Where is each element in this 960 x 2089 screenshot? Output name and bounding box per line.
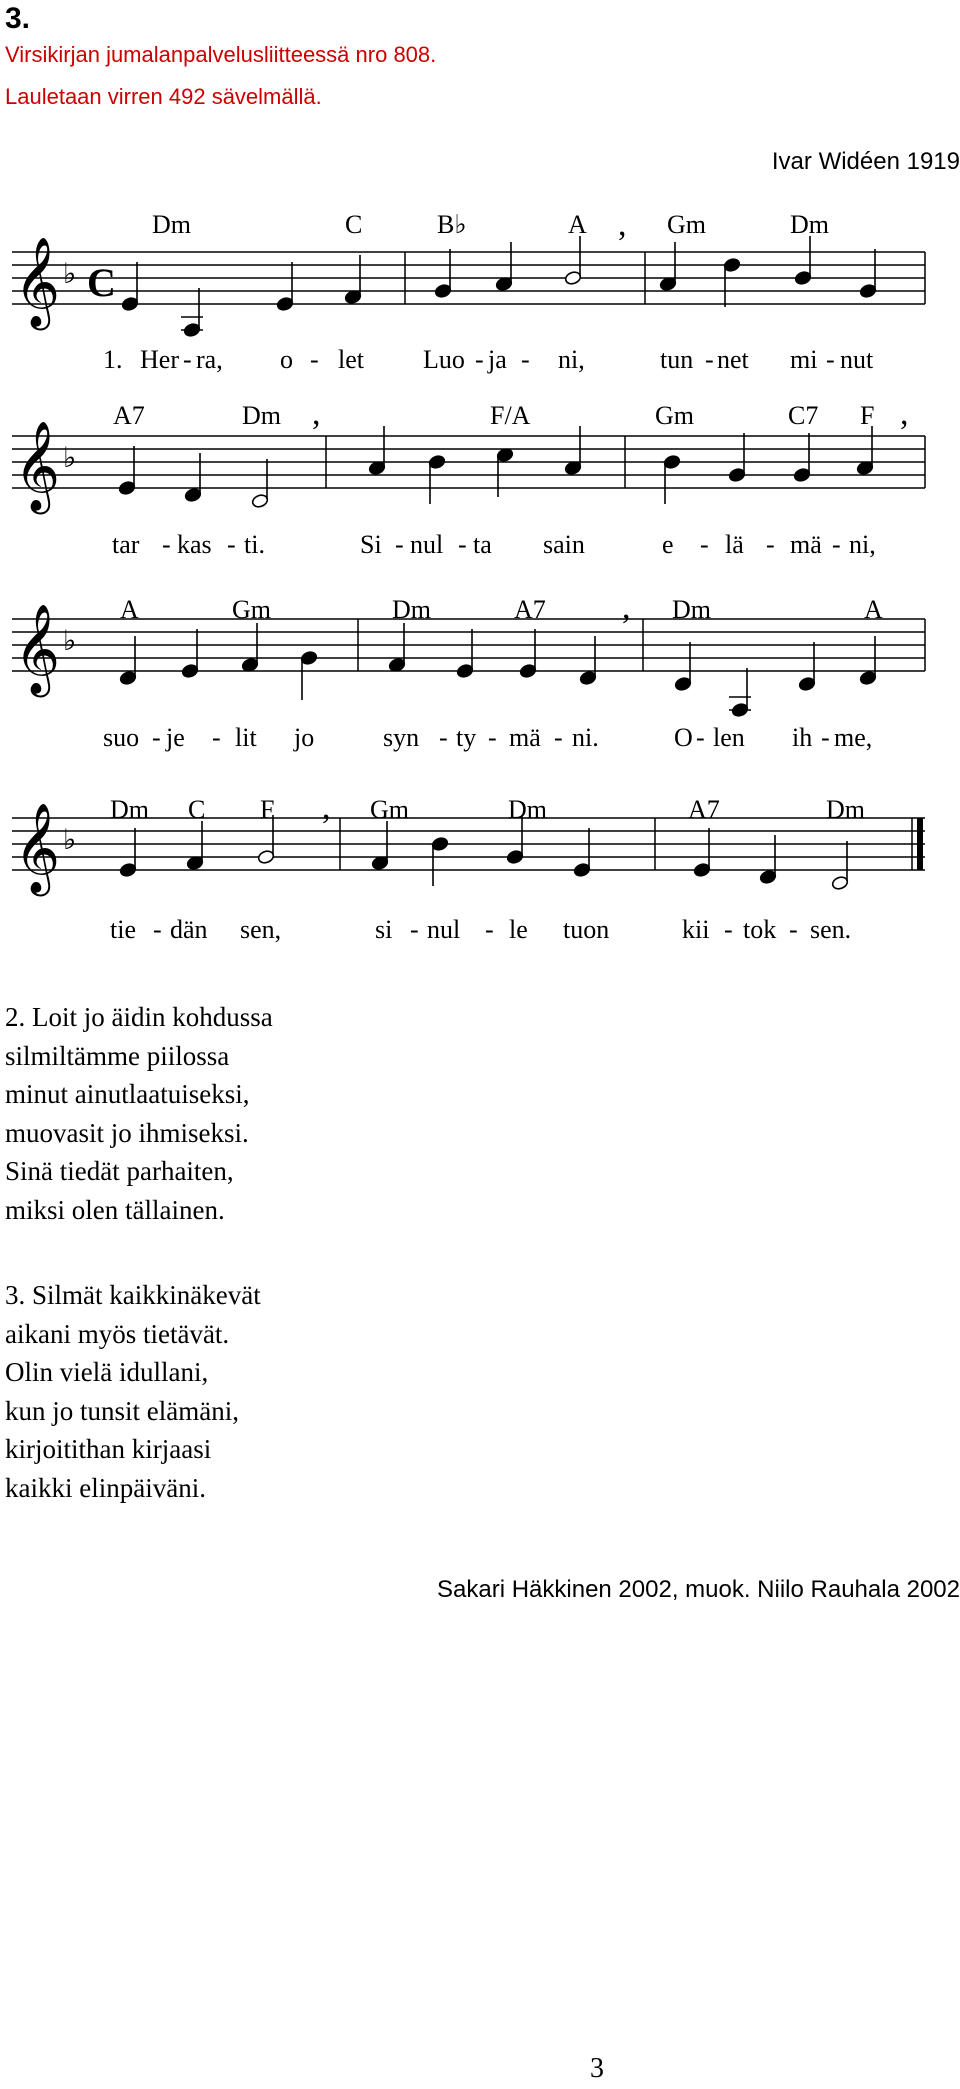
lyric-syllable: sain xyxy=(543,530,585,559)
lyric-syllable: syn xyxy=(383,723,420,752)
lyric-syllable: - xyxy=(153,915,162,944)
lyric-syllable: - xyxy=(826,345,835,374)
notes xyxy=(119,815,849,891)
lyric-syllable: nul xyxy=(410,530,444,559)
verse-line: 3. Silmät kaikkinäkevät xyxy=(5,1280,261,1310)
lyric-syllable: sen. xyxy=(810,915,852,944)
music-system-3 xyxy=(0,588,960,763)
chord-symbol: Dm xyxy=(508,795,547,824)
verse-line: minut ainutlaatuiseksi, xyxy=(5,1079,250,1109)
chord-symbol: A xyxy=(864,595,883,624)
lyric-syllable: le xyxy=(509,915,528,944)
lyric-syllable: je xyxy=(166,723,185,752)
lyric-syllable: lä xyxy=(725,530,744,559)
lyric-syllable: - xyxy=(162,530,171,559)
lyric-syllable: let xyxy=(338,345,364,374)
lyric-syllable: suo xyxy=(103,723,140,752)
lyrics xyxy=(103,345,874,374)
chord-symbol: A7 xyxy=(113,401,145,430)
breath-mark-icon: , xyxy=(322,789,331,826)
page-number: 3 xyxy=(590,2053,604,2084)
music-system-4 xyxy=(0,788,960,968)
chord-symbol: Dm xyxy=(152,210,191,239)
verse-line: Olin vielä idullani, xyxy=(5,1357,209,1387)
lyric-syllable: - xyxy=(554,723,563,752)
lyrics xyxy=(112,530,876,559)
lyric-syllable: tun xyxy=(660,345,694,374)
breath-mark-icon: , xyxy=(312,400,321,432)
lyrics xyxy=(110,915,851,944)
lyrics xyxy=(103,723,872,752)
verse-line: Sinä tiedät parhaiten, xyxy=(5,1156,234,1186)
chord-symbol: Gm xyxy=(667,210,706,239)
lyric-syllable: 1. xyxy=(103,345,123,374)
treble-clef-icon xyxy=(14,803,60,897)
chord-symbols xyxy=(110,795,865,824)
melody-reference: Lauletaan virren 492 sävelmällä. xyxy=(5,84,322,109)
svg-text:𝄞: 𝄞 xyxy=(14,604,61,694)
lyric-syllable: - xyxy=(439,723,448,752)
chord-symbol: F xyxy=(260,795,275,824)
lyric-syllable: - xyxy=(475,345,484,374)
flat-key-signature-icon: ♭ xyxy=(63,624,77,657)
chord-symbol: F/A xyxy=(490,401,531,430)
breath-mark-icon: , xyxy=(900,400,909,432)
music-system-2 xyxy=(0,400,960,575)
svg-text:𝄞: 𝄞 xyxy=(14,237,61,327)
hymn-number: 3. xyxy=(5,2,31,35)
lyric-syllable: - xyxy=(521,345,530,374)
lyric-syllable: - xyxy=(724,915,733,944)
lyric-syllable: sen, xyxy=(240,915,282,944)
staff-lines xyxy=(12,252,925,304)
chord-symbol: C xyxy=(345,210,363,239)
lyric-syllable: me, xyxy=(834,723,873,752)
chord-symbol: Dm xyxy=(672,595,711,624)
chord-symbol: A xyxy=(568,210,587,239)
staff-lines xyxy=(12,818,925,870)
chord-symbol: A7 xyxy=(514,595,546,624)
treble-clef-icon xyxy=(14,421,60,515)
chord-symbol: Dm xyxy=(110,795,149,824)
lyric-syllable: ra, xyxy=(196,345,223,374)
lyric-syllable: mä xyxy=(790,530,822,559)
lyric-syllable: - xyxy=(832,530,841,559)
lyric-syllable: - xyxy=(152,723,161,752)
chord-symbol: Dm xyxy=(826,795,865,824)
composer-credit: Ivar Widéen 1919 xyxy=(771,148,960,175)
verse-2 xyxy=(5,998,273,1229)
lyric-syllable: - xyxy=(789,915,798,944)
verse-line: kun jo tunsit elämäni, xyxy=(5,1395,239,1426)
lyric-syllable: - xyxy=(395,530,404,559)
lyric-syllable: - xyxy=(310,345,319,374)
lyric-syllable: ni, xyxy=(558,345,585,374)
chord-symbols xyxy=(152,210,829,239)
lyric-syllable: tar xyxy=(112,530,140,559)
lyricist-credit: Sakari Häkkinen 2002, muok. Niilo Rauhala 2002 xyxy=(437,1576,960,1603)
breath-mark-icon: , xyxy=(618,206,627,243)
verse-line: 2. Loit jo äidin kohdussa xyxy=(5,1002,273,1032)
lyric-syllable: tok xyxy=(743,915,777,944)
flat-key-signature-icon: ♭ xyxy=(63,823,77,856)
lyric-syllable: Her xyxy=(140,345,179,374)
lyric-syllable: ja xyxy=(488,345,507,374)
lyric-syllable: nut xyxy=(840,345,874,374)
verse-line: muovasit jo ihmiseksi. xyxy=(5,1117,249,1148)
lyric-syllable: ni. xyxy=(572,723,599,752)
lyric-syllable: - xyxy=(488,723,497,752)
staff-lines xyxy=(12,436,925,488)
lyric-syllable: net xyxy=(717,345,749,374)
lyric-syllable: jo xyxy=(294,723,315,752)
lyric-syllable: dän xyxy=(170,915,208,944)
chord-symbols xyxy=(113,401,874,430)
lyric-syllable: nul xyxy=(427,915,461,944)
lyric-syllable: mä xyxy=(509,723,541,752)
treble-clef-icon xyxy=(14,604,60,698)
lyric-syllable: ni, xyxy=(849,530,876,559)
lyric-syllable: o xyxy=(280,345,293,374)
svg-text:𝄞: 𝄞 xyxy=(14,803,61,893)
chord-symbol: C7 xyxy=(788,401,819,430)
lyric-syllable: kas xyxy=(177,530,212,559)
notes xyxy=(118,426,874,509)
verse-line: silmiltämme piilossa xyxy=(5,1040,230,1071)
chord-symbol: Dm xyxy=(242,401,281,430)
verse-line: kaikki elinpäiväni. xyxy=(5,1472,206,1503)
lyric-syllable: tie xyxy=(110,915,136,944)
lyric-syllable: - xyxy=(212,723,221,752)
verse-3 xyxy=(5,1276,261,1507)
verse-line: aikani myös tietävät. xyxy=(5,1318,230,1349)
lyric-syllable: - xyxy=(485,915,494,944)
flat-key-signature-icon: ♭ xyxy=(63,257,77,290)
lyric-syllable: - xyxy=(700,530,709,559)
lyric-syllable: O xyxy=(674,723,693,752)
chord-symbol: A xyxy=(120,595,139,624)
lyric-syllable: lit xyxy=(235,723,257,752)
lyric-syllable: mi xyxy=(790,345,818,374)
lyric-syllable: - xyxy=(705,345,714,374)
breath-mark-icon: , xyxy=(622,589,631,626)
verse-line: kirjoitithan kirjaasi xyxy=(5,1434,212,1464)
chord-symbol: Gm xyxy=(655,401,694,430)
chord-symbol: Dm xyxy=(790,210,829,239)
hymnbook-reference: Virsikirjan jumalanpalvelusliitteessä nro 808. xyxy=(5,42,437,67)
treble-clef-icon xyxy=(14,237,60,331)
chord-symbol: Gm xyxy=(370,795,409,824)
music-system-1 xyxy=(0,200,960,380)
chord-symbol: B♭ xyxy=(437,210,467,239)
lyric-syllable: ti. xyxy=(244,530,265,559)
common-time-icon: C xyxy=(87,260,116,305)
chord-symbol: F xyxy=(860,401,875,430)
lyric-syllable: len xyxy=(713,723,745,752)
lyric-syllable: - xyxy=(183,345,192,374)
chord-symbol: Dm xyxy=(392,595,431,624)
chord-symbol: A7 xyxy=(688,795,720,824)
chord-symbol: Gm xyxy=(232,595,271,624)
lyric-syllable: - xyxy=(458,530,467,559)
lyric-syllable: kii xyxy=(682,915,710,944)
lyric-syllable: tuon xyxy=(563,915,610,944)
chord-symbol: C xyxy=(188,795,206,824)
lyric-syllable: - xyxy=(696,723,705,752)
lyric-syllable: ty xyxy=(456,723,477,752)
staff-lines xyxy=(12,619,925,671)
lyric-syllable: - xyxy=(410,915,419,944)
svg-text:𝄞: 𝄞 xyxy=(14,421,61,511)
lyric-syllable: - xyxy=(227,530,236,559)
lyric-syllable: Luo xyxy=(423,345,465,374)
lyric-syllable: - xyxy=(821,723,830,752)
lyric-syllable: si xyxy=(375,915,393,944)
lyric-syllable: ih xyxy=(792,723,813,752)
lyric-syllable: - xyxy=(766,530,775,559)
lyric-syllable: ta xyxy=(473,530,492,559)
flat-key-signature-icon: ♭ xyxy=(63,441,77,474)
lyric-syllable: e xyxy=(662,530,674,559)
final-barline xyxy=(917,818,923,870)
lyric-syllable: Si xyxy=(360,530,382,559)
verse-line: miksi olen tällainen. xyxy=(5,1194,225,1225)
